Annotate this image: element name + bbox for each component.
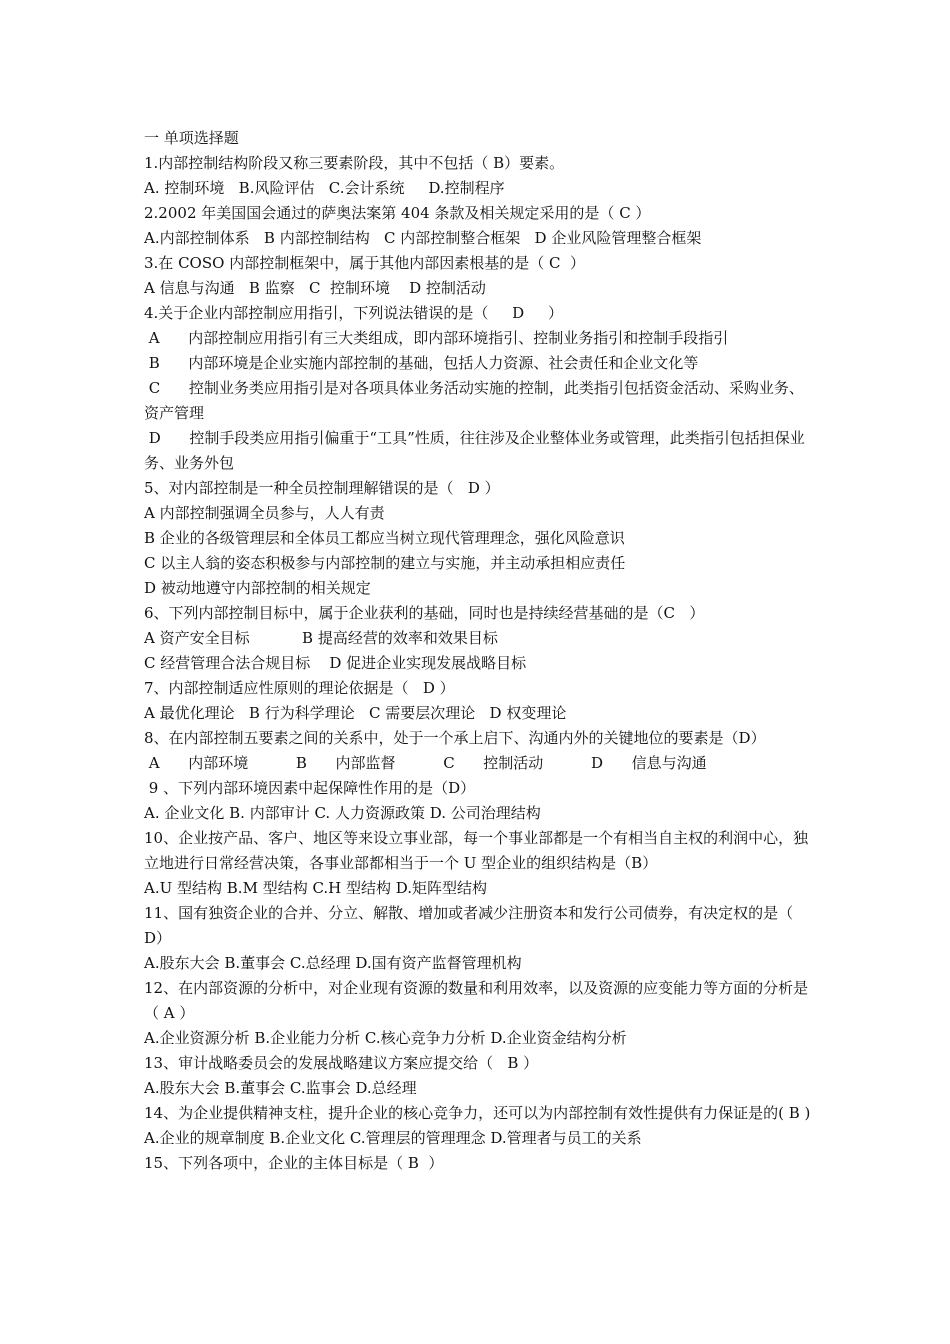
question-14: 14、为企业提供精神支柱，提升企业的核心竞争力，还可以为内部控制有效性提供有力保证是的( B ) xyxy=(144,1104,811,1122)
question-4: 4.关于企业内部控制应用指引，下列说法错误的是（ D ） xyxy=(144,304,564,322)
question-4-option-c: C 控制业务类应用指引是对各项具体业务活动实施的控制，此类指引包括资金活动、采购业务、资产管理 xyxy=(144,379,804,422)
question-1-options: A. 控制环境 B.风险评估 C.会计系统 D.控制程序 xyxy=(144,179,505,197)
question-6-options-ab: A 资产安全目标 B 提高经营的效率和效果目标 xyxy=(144,629,498,647)
question-11-options: A.股东大会 B.董事会 C.总经理 D.国有资产监督管理机构 xyxy=(144,954,522,972)
question-14-options: A.企业的规章制度 B.企业文化 C.管理层的管理理念 D.管理者与员工的关系 xyxy=(144,1129,642,1147)
question-12-options: A.企业资源分析 B.企业能力分析 C.核心竞争力分析 D.企业资金结构分析 xyxy=(144,1029,627,1047)
question-4-option-a: A 内部控制应用指引有三大类组成，即内部环境指引、控制业务指引和控制手段指引 xyxy=(144,329,729,347)
question-4-option-d: D 控制手段类应用指引偏重于“工具”性质，往往涉及企业整体业务或管理，此类指引包括担保业务、业务外包 xyxy=(144,429,805,472)
question-2-options: A.内部控制体系 B 内部控制结构 C 内部控制整合框架 D 企业风险管理整合框架 xyxy=(144,229,702,247)
section-heading: 一 单项选择题 xyxy=(144,129,239,147)
question-1: 1.内部控制结构阶段又称三要素阶段，其中不包括（ B）要素。 xyxy=(144,154,565,172)
question-3-options: A 信息与沟通 B 监察 C 控制环境 D 控制活动 xyxy=(144,279,486,297)
question-5: 5、对内部控制是一种全员控制理解错误的是（ D ） xyxy=(144,479,500,497)
question-9-options: A. 企业文化 B. 内部审计 C. 人力资源政策 D. 公司治理结构 xyxy=(144,804,541,822)
question-5-option-d: D 被动地遵守内部控制的相关规定 xyxy=(144,579,371,597)
question-5-option-b: B 企业的各级管理层和全体员工都应当树立现代管理理念，强化风险意识 xyxy=(144,529,625,547)
document-body xyxy=(144,126,814,1176)
question-10-options: A.U 型结构 B.M 型结构 C.H 型结构 D.矩阵型结构 xyxy=(144,879,488,897)
question-6-options-cd: C 经营管理合法合规目标 D 促进企业实现发展战略目标 xyxy=(144,654,527,672)
question-9: 9 、下列内部环境因素中起保障性作用的是（D） xyxy=(144,779,476,797)
question-15: 15、下列各项中，企业的主体目标是（ B ） xyxy=(144,1154,444,1172)
question-5-option-c: C 以主人翁的姿态积极参与内部控制的建立与实施，并主动承担相应责任 xyxy=(144,554,626,572)
question-13-options: A.股东大会 B.董事会 C.监事会 D.总经理 xyxy=(144,1079,417,1097)
question-7: 7、内部控制适应性原则的理论依据是（ D ） xyxy=(144,679,455,697)
question-6: 6、下列内部控制目标中，属于企业获利的基础，同时也是持续经营基础的是（C ） xyxy=(144,604,705,622)
question-13: 13、审计战略委员会的发展战略建议方案应提交给（ B ） xyxy=(144,1054,539,1072)
question-12: 12、在内部资源的分析中，对企业现有资源的数量和利用效率，以及资源的应变能力等方面的分析是（ A ） xyxy=(144,979,809,1022)
question-11: 11、国有独资企业的合并、分立、解散、增加或者减少注册资本和发行公司债券，有决定权的是（ D） xyxy=(144,904,808,947)
question-8: 8、在内部控制五要素之间的关系中，处于一个承上启下、沟通内外的关键地位的要素是（D） xyxy=(144,729,766,747)
question-2: 2.2002 年美国国会通过的萨奥法案第 404 条款及相关规定采用的是（ C ） xyxy=(144,204,651,222)
question-5-option-a: A 内部控制强调全员参与，人人有责 xyxy=(144,504,385,522)
question-10: 10、企业按产品、客户、地区等来设立事业部，每一个事业部都是一个有相当自主权的利润中心，独立地进行日常经营决策，各事业部都相当于一个 U 型企业的组织结构是（B） xyxy=(144,829,809,872)
question-7-options: A 最优化理论 B 行为科学理论 C 需要层次理论 D 权变理论 xyxy=(144,704,567,722)
question-4-option-b: B 内部环境是企业实施内部控制的基础，包括人力资源、社会责任和企业文化等 xyxy=(144,354,699,372)
question-8-options: A 内部环境 B 内部监督 C 控制活动 D 信息与沟通 xyxy=(144,754,707,772)
question-3: 3.在 COSO 内部控制框架中，属于其他内部因素根基的是（ C ） xyxy=(144,254,585,272)
